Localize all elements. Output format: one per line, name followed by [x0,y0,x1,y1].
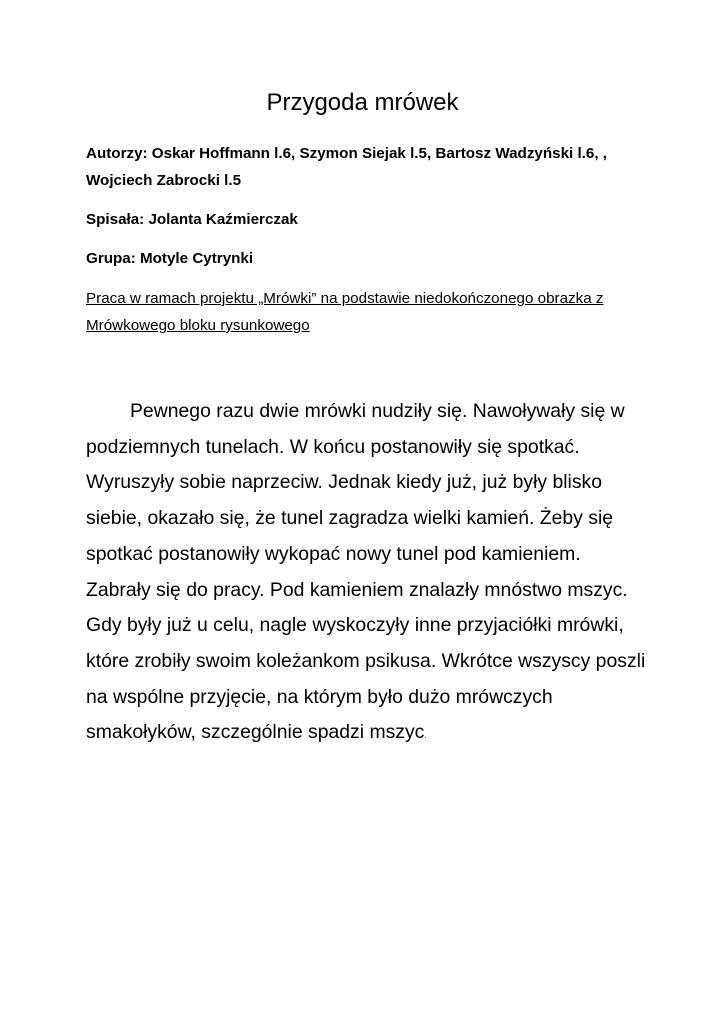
story-paragraph [86,394,646,754]
group-line: Grupa: Motyle Cytrynki [86,250,254,267]
project-note: Praca w ramach projektu „Mrówki” na podstawie niedokończonego obrazka z Mrówkowego bloku rysunkowego [86,290,604,334]
document-title: Przygoda mrówek [266,89,459,116]
story-text: Pewnego razu dwie mrówki nudziły się. Nawoływały się w podziemnych tunelach. W końcu postanowiły się spotkać. Wyruszyły sobie naprzeciw. Jednak kiedy już, już były blisko siebie, okazało się, że tunel zagradza wielki kamień. Żeby się spotkać postanowiły wykopać nowy tunel pod kamieniem. Zabrały się do pracy. Pod kamieniem znalazły mnóstwo mszyc. Gdy były już u celu, nagle wyskoczyły inne przyjaciółki mrówki, które zrobiły swoim koleżankom psikusa. Wkrótce wszyscy poszli na wspólne przyjęcie, na którym było dużo mrówczych smakołyków, szczególnie spadzi mszyc [86,400,646,744]
scribe-line: Spisała: Jolanta Kaźmierczak [86,211,298,228]
story-end-period: . [424,731,427,741]
authors-line: Autorzy: Oskar Hoffmann l.6, Szymon Siejak l.5, Bartosz Wadzyński l.6, , Wojciech Zabrocki l.5 [86,145,608,189]
